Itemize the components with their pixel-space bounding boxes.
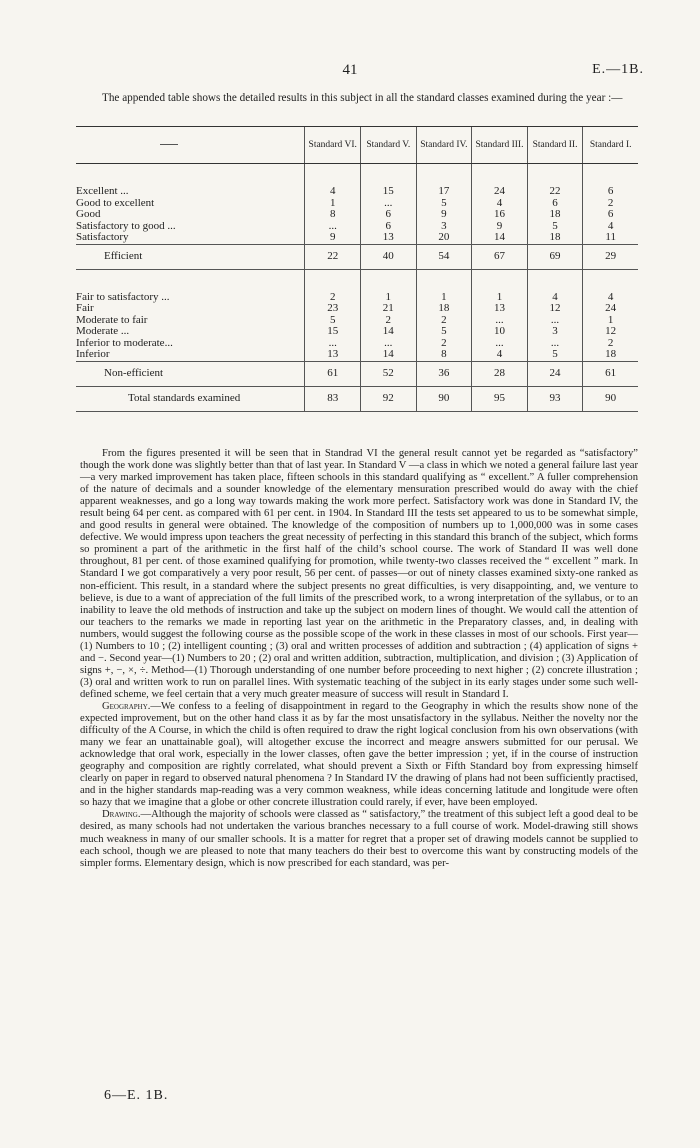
intro-text: The appended table shows the detailed results in this subject in all the standard classes examined during the year :— xyxy=(102,92,623,104)
value-cell: 14 xyxy=(361,326,417,338)
value-cell: 2 xyxy=(583,198,638,210)
value-cell: 6 xyxy=(583,186,638,198)
value-cell: 24 xyxy=(583,303,638,315)
value-cell: 18 xyxy=(583,349,638,361)
value-cell: 10 xyxy=(472,326,528,338)
value-cell: 24 xyxy=(472,186,528,198)
drawing-heading: Drawing. xyxy=(102,809,141,821)
row-label: Fair xyxy=(76,302,94,314)
value-cell: 9 xyxy=(416,209,472,221)
value-cell: 4 xyxy=(472,198,528,210)
table-body xyxy=(76,164,638,412)
value-cell: 15 xyxy=(305,326,361,338)
value-cell: 24 xyxy=(527,361,583,386)
col-header: Standard V. xyxy=(361,127,417,164)
value-cell: 95 xyxy=(472,386,528,411)
value-cell: 5 xyxy=(416,326,472,338)
row-label: Inferior to moderate... xyxy=(76,336,173,349)
col-header: Standard II. xyxy=(527,127,583,164)
value-cell: 22 xyxy=(527,186,583,198)
value-cell: 29 xyxy=(583,244,638,269)
value-cell: 83 xyxy=(305,386,361,411)
value-cell: 2 xyxy=(361,315,417,327)
value-cell: 20 xyxy=(416,232,472,244)
col-header: Standard III. xyxy=(472,127,528,164)
table-row xyxy=(76,326,638,338)
value-cell: 1 xyxy=(305,198,361,210)
value-cell: 1 xyxy=(583,315,638,327)
value-cell: 4 xyxy=(583,292,638,304)
row-label: Moderate ... xyxy=(76,325,130,337)
row-label: Excellent ... xyxy=(76,185,129,197)
value-cell: 22 xyxy=(305,244,361,269)
table-header-row xyxy=(76,127,638,164)
value-cell: 13 xyxy=(472,303,528,315)
value-cell: 6 xyxy=(527,198,583,210)
value-cell: 36 xyxy=(416,361,472,386)
value-cell: 1 xyxy=(361,292,417,304)
value-cell: 2 xyxy=(583,338,638,350)
value-cell: ... xyxy=(472,315,528,327)
value-cell: 2 xyxy=(416,315,472,327)
value-cell: ... xyxy=(527,315,583,327)
col-header: Standard I. xyxy=(583,127,638,164)
arithmetic-paragraph: From the figures presented it will be seen that in Standrad VI the general result cannot yet be regarded as “satisfactory” though the work done was slightly better than that of last year. In Standard V —a class in which we noted a general failure last year—a very marked improvement has taken place, fifteen schools in this standard qualifying as “ excellent.” A fuller comprehension of the nature of decimals and a sounder knowledge of the elementary mensuration prescribed would do away with the chief apparent weaknesses, and go a long way towards making the work more perfect. Satisfactory work was done in Standard IV, the result being 64 per cent. as compared with 61 per cent. in 1904. In Standard III the tests set appeared to us to be somewhat simple, and good results in general were obtained. The knowledge of the composition of numbers up to 1,000,000 was in some cases defective. We would impress upon teachers the great necessity of perfecting in this standard this branch of the subject, which forms so prominent a part of the arithmetic in the first half of the child’s school course. The work of Standard II was well done throughout, 81 per cent. of those examined qualifying for promotion, while twenty-two classes received the “ excellent ” mark. In Standard I we got comparatively a very poor result, 56 per cent. of passes—or out of ninety classes examined sixty-one ranked as non-efficient. This result, in a standard where the subject presents no great difficulties, is very disappointing, and, we venture to believe, is due to a want of appreciation of the full limits of the prescribed work, to a wrong interpretation of the syllabus, or to an inability to leave the old methods of instruction and take up the subject on modern lines of thought. We would call the attention of our teachers to the remarks we made in reporting last year on the arithmetic in the Preparatory classes, and, in dealing with numbers, would suggest the following course as the possible scope of the work in these classes in most of our schools. First year—(1) Numbers to 10 ; (2) intelligent counting ; (3) oral and written processes of addition and subtraction ; (4) application of signs + and −. Second year—(1) Numbers to 20 ; (2) oral and written addition, subtraction, multiplication, and division ; (3) Application of signs +, −, ×, ÷. Method—(1) Thorough understanding of one number before proceeding to next higher ; (2) concrete illustration ; (3) oral and written work to run on parallel lines. With systematic teaching of the subject in its early stages under some such well-defined scheme, we feel certain that a very much greater measure of success will result in Standard I. xyxy=(80,448,638,700)
value-cell: 4 xyxy=(527,292,583,304)
table-row xyxy=(76,232,638,244)
table-row xyxy=(76,244,638,269)
value-cell: 15 xyxy=(361,186,417,198)
row-label: Non-efficient xyxy=(76,361,305,386)
table-row xyxy=(76,349,638,361)
col-header: Standard IV. xyxy=(416,127,472,164)
value-cell: 5 xyxy=(305,315,361,327)
value-cell: 40 xyxy=(361,244,417,269)
value-cell: 90 xyxy=(583,386,638,411)
value-cell: 23 xyxy=(305,303,361,315)
value-cell: 18 xyxy=(416,303,472,315)
value-cell: 6 xyxy=(361,209,417,221)
row-label: Good xyxy=(76,208,101,220)
value-cell: 52 xyxy=(361,361,417,386)
value-cell: 17 xyxy=(416,186,472,198)
table-row xyxy=(76,303,638,315)
table-row xyxy=(76,361,638,386)
drawing-body: —Although the majority of schools were classed as “ satisfactory,” the treatment of this subject left a good deal to be desired, as many schools had not undertaken the various branches necessary to a full course of work. Model-drawing still shows much weakness in many of our smaller schools. It is a matter for regret that a proper set of drawing models cannot be supplied to each school, though we are pleased to note that many teachers do their best to overcome this want by constructing models of the simpler forms. Elementary design, which is now prescribed for each standard, was per- xyxy=(80,809,638,869)
value-cell: 4 xyxy=(305,186,361,198)
value-cell: 5 xyxy=(527,349,583,361)
table-row xyxy=(76,186,638,198)
value-cell: 69 xyxy=(527,244,583,269)
value-cell: 18 xyxy=(527,209,583,221)
value-cell: 21 xyxy=(361,303,417,315)
value-cell: ... xyxy=(305,221,361,233)
col-header: Standard VI. xyxy=(305,127,361,164)
value-cell: 12 xyxy=(583,326,638,338)
value-cell: 61 xyxy=(305,361,361,386)
value-cell: 28 xyxy=(472,361,528,386)
results-table xyxy=(76,126,638,412)
row-label: Total standards examined xyxy=(76,386,305,411)
value-cell: 14 xyxy=(472,232,528,244)
value-cell: 2 xyxy=(416,338,472,350)
row-label: Inferior xyxy=(76,348,110,360)
value-cell: 3 xyxy=(527,326,583,338)
spacer-row xyxy=(76,269,638,292)
value-cell: 6 xyxy=(583,209,638,221)
table-row xyxy=(76,209,638,221)
table-row xyxy=(76,386,638,411)
value-cell: 9 xyxy=(305,232,361,244)
row-label: Moderate to fair xyxy=(76,313,148,326)
row-label: Good to excellent xyxy=(76,196,155,209)
value-cell: 16 xyxy=(472,209,528,221)
value-cell: 8 xyxy=(416,349,472,361)
footer-reference: 6—E. 1B. xyxy=(104,1088,169,1103)
value-cell: 6 xyxy=(361,221,417,233)
body-text xyxy=(80,448,638,870)
value-cell: 13 xyxy=(361,232,417,244)
value-cell: 93 xyxy=(527,386,583,411)
row-label: Satisfactory xyxy=(76,231,129,243)
value-cell: 2 xyxy=(305,292,361,304)
value-cell: ... xyxy=(527,338,583,350)
geography-heading: Geography. xyxy=(102,700,151,712)
value-cell: 61 xyxy=(583,361,638,386)
value-cell: 4 xyxy=(472,349,528,361)
row-label: Fair to satisfactory ... xyxy=(76,290,170,303)
value-cell: 92 xyxy=(361,386,417,411)
value-cell: ... xyxy=(361,338,417,350)
value-cell: 12 xyxy=(527,303,583,315)
value-cell: 3 xyxy=(416,221,472,233)
document-reference: E.—1B. xyxy=(592,62,644,77)
value-cell: 54 xyxy=(416,244,472,269)
value-cell: 8 xyxy=(305,209,361,221)
value-cell: 11 xyxy=(583,232,638,244)
value-cell: 1 xyxy=(472,292,528,304)
row-label: Satisfactory to good ... xyxy=(76,219,176,232)
geography-paragraph xyxy=(80,701,638,809)
value-cell: ... xyxy=(472,338,528,350)
value-cell: 18 xyxy=(527,232,583,244)
value-cell: 14 xyxy=(361,349,417,361)
value-cell: 5 xyxy=(416,198,472,210)
value-cell: 5 xyxy=(527,221,583,233)
value-cell: 9 xyxy=(472,221,528,233)
row-label: Efficient xyxy=(76,244,305,269)
value-cell: 1 xyxy=(416,292,472,304)
value-cell: 4 xyxy=(583,221,638,233)
value-cell: 90 xyxy=(416,386,472,411)
page-number: 41 xyxy=(342,62,358,78)
value-cell: 13 xyxy=(305,349,361,361)
drawing-paragraph xyxy=(80,809,638,869)
value-cell: ... xyxy=(361,198,417,210)
geography-body: —We confess to a feeling of disappointment in regard to the Geography in which the results show none of the expected improvement, but on the other hand class it as by far the most unsatisfactory in the syllabus. Neither the novelty nor the difficulty of the A Course, in which the child is often required to draw the right logical conclusion from his own observations (with many we fear an unattainable goal), will altogether excuse the incorrect and meagre answers submitted for our perusal. We acknowledge that oral work, especially in the lower classes, often gave the better impression ; yet, if in the course of instruction geography and composition are rightly correlated, what should prevent a Sixth or Fifth Standard boy from expressing himself clearly on paper in regard to observed natural phenomena ? In Standard IV the drawing of plans had not been sufficiently practised, and in the higher standards map-reading was a very common weakness, while ideas concerning latitude and longitude were often so hazy that we imagine that a globe or other concrete illustration could rarely, if ever, have been employed. xyxy=(80,700,638,809)
header-blank-cell xyxy=(76,127,305,164)
value-cell: 67 xyxy=(472,244,528,269)
value-cell: ... xyxy=(305,338,361,350)
